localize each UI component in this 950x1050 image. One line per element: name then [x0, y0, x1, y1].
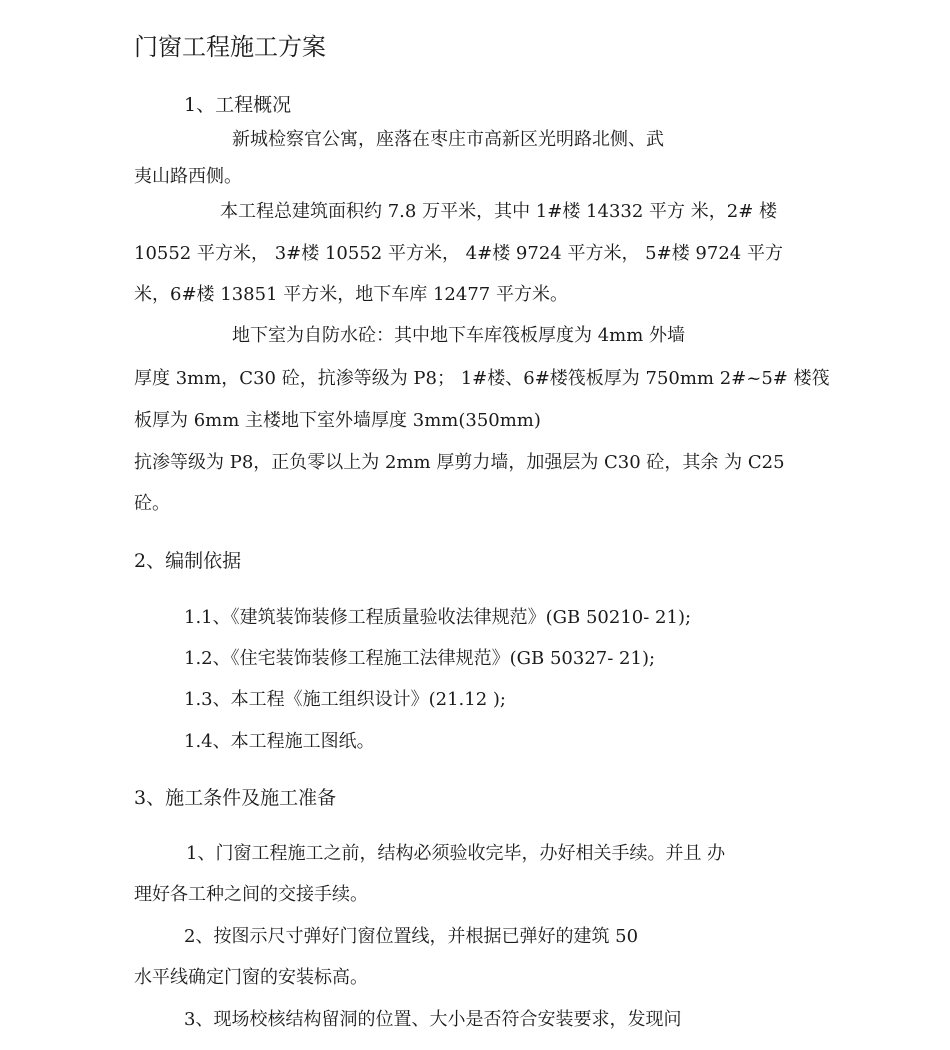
paragraph-line: 水平线确定门窗的安装标高。 — [134, 967, 368, 988]
reference-item: 1.4、本工程施工图纸。 — [184, 731, 375, 752]
section-heading-overview: 1、工程概况 — [184, 94, 292, 116]
section-heading-basis: 2、编制依据 — [134, 550, 242, 572]
paragraph-line: 抗渗等级为 P8，正负零以上为 2mm 厚剪力墙，加强层为 C30 砼，其余 为 C25 — [134, 452, 785, 473]
paragraph-line: 夷山路西侧。 — [134, 166, 242, 187]
paragraph-line: 砼。 — [134, 493, 170, 514]
paragraph-line: 米，6#楼 13851 平方米，地下车库 12477 平方米。 — [134, 284, 568, 305]
section-heading-preparation: 3、施工条件及施工准备 — [134, 787, 337, 809]
paragraph-line: 地下室为自防水砼：其中地下车库筏板厚度为 4mm 外墙 — [232, 325, 686, 346]
paragraph-line: 10552 平方米， 3#楼 10552 平方米， 4#楼 9724 平方米， 5#楼 9724 平方 — [134, 243, 783, 264]
paragraph-line: 板厚为 6mm 主楼地下室外墙厚度 3mm(350mm) — [134, 410, 541, 431]
reference-item: 1.1、《建筑装饰装修工程质量验收法律规范》(GB 50210- 21); — [184, 607, 692, 628]
paragraph-line: 1、门窗工程施工之前，结构必须验收完毕，办好相关手续。并且 办 — [186, 843, 726, 864]
document-title: 门窗工程施工方案 — [134, 33, 326, 61]
paragraph-line: 新城检察官公寓，座落在枣庄市高新区光明路北侧、武 — [232, 129, 664, 150]
paragraph-line: 3、现场校核结构留洞的位置、大小是否符合安装要求，发现问 — [184, 1009, 682, 1030]
reference-item: 1.2、《住宅装饰装修工程施工法律规范》(GB 50327- 21); — [184, 648, 656, 669]
paragraph-line: 理好各工种之间的交接手续。 — [134, 884, 368, 905]
paragraph-line: 本工程总建筑面积约 7.8 万平米，其中 1#楼 14332 平方 米，2# 楼 — [220, 201, 778, 222]
paragraph-line: 厚度 3mm，C30 砼，抗渗等级为 P8； 1#楼、6#楼筏板厚为 750mm 2#~5# 楼筏 — [134, 368, 830, 389]
reference-item: 1.3、本工程《施工组织设计》(21.12 ); — [184, 689, 506, 710]
paragraph-line: 2、按图示尺寸弹好门窗位置线，并根据已弹好的建筑 50 — [184, 926, 639, 947]
